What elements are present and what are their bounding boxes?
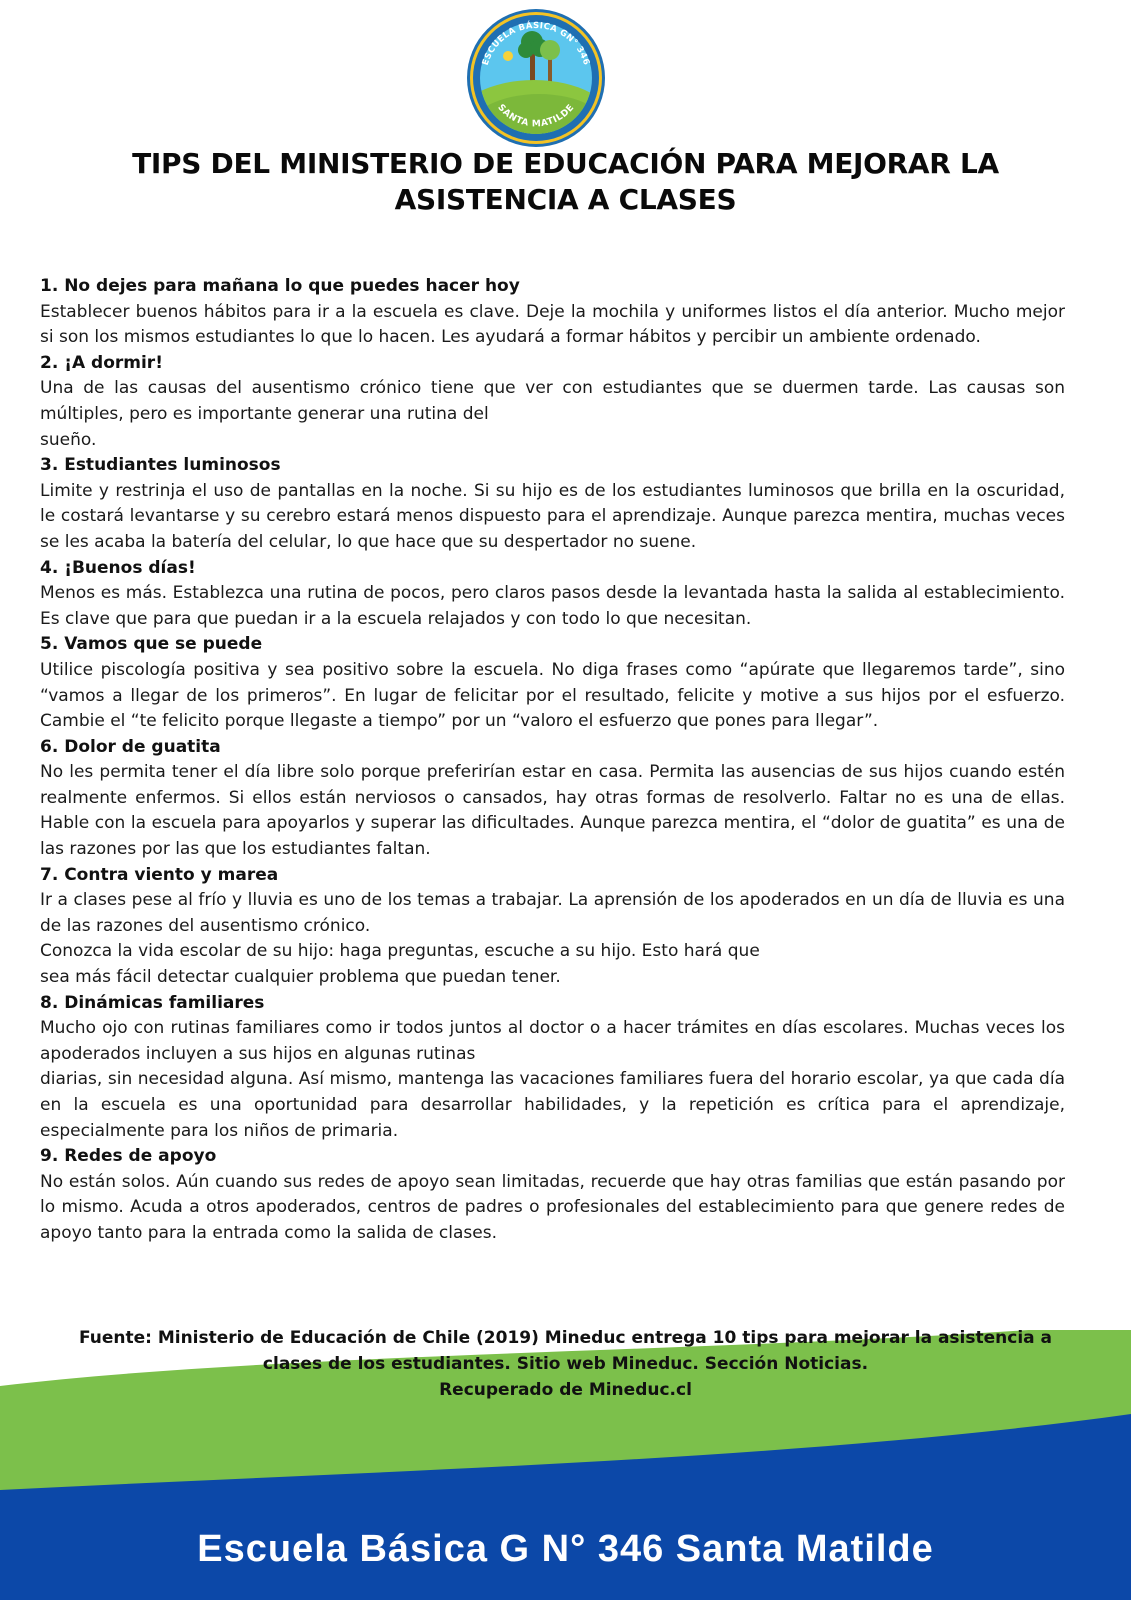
tip-heading: 8. Dinámicas familiares	[40, 992, 265, 1013]
source-line: Fuente: Ministerio de Educación de Chile (2019) Mineduc entrega 10 tips para mejorar la asistencia a	[78, 1328, 1053, 1348]
tip-item	[40, 735, 1065, 863]
logo-top-text: ESCUELA BÁSICA GN° 346	[480, 20, 592, 67]
tip-item	[40, 991, 1065, 1145]
tip-heading: 6. Dolor de guatita	[40, 736, 221, 757]
tip-paragraph: sueño.	[40, 429, 97, 450]
tip-item	[40, 556, 1065, 633]
tip-paragraph: Conozca la vida escolar de su hijo: haga preguntas, escuche a su hijo. Esto hará que	[40, 941, 760, 962]
tip-paragraph: Ir a clases pese al frío y lluvia es uno de los temas a trabajar. La aprensión de los apoderados en un día de lluvia es una de las razones del ausentismo crónico.	[40, 890, 1065, 936]
source-line: clases de los estudiantes. Sitio web Mineduc. Sección Noticias.	[262, 1354, 869, 1374]
tip-paragraph: Establecer buenos hábitos para ir a la escuela es clave. Deje la mochila y uniformes listos el día anterior. Mucho mejor si son los mismos estudiantes lo que lo hacen. Les ayudará a formar hábitos y percibir un ambiente ordenado.	[40, 301, 1065, 348]
tip-paragraph: diarias, sin necesidad alguna. Así mismo, mantenga las vacaciones familiares fuera del horario escolar, ya que cada día en la escuela es una oportunidad para desarrollar habilidades, y la repetición es crítica para el aprendizaje, especialmente para los niños de primaria.	[40, 1069, 1065, 1141]
tip-paragraph: No están solos. Aún cuando sus redes de apoyo sean limitadas, recuerde que hay otras familias que están pasando por lo mismo. Acuda a otros apoderados, centros de padres o profesionales del establecimiento para que genere redes de apoyo tanto para la entrada como la salida de clases.	[40, 1171, 1065, 1243]
tip-paragraph: sea más fácil detectar cualquier problema que puedan tener.	[40, 967, 561, 988]
tip-item	[40, 453, 1065, 555]
logo-bottom-text: SANTA MATILDE	[495, 102, 577, 130]
tip-heading: 2. ¡A dormir!	[40, 352, 163, 373]
tip-item	[40, 1144, 1065, 1246]
tip-item	[40, 632, 1065, 734]
tip-heading: 4. ¡Buenos días!	[40, 557, 196, 578]
tip-item	[40, 863, 1065, 991]
tip-item	[40, 274, 1065, 351]
tip-heading: 5. Vamos que se puede	[40, 634, 263, 655]
tip-heading: 1. No dejes para mañana lo que puedes hacer hoy	[40, 276, 520, 296]
tip-paragraph: Mucho ojo con rutinas familiares como ir todos juntos al doctor o a hacer trámites en días escolares. Muchas veces los apoderados incluyen a sus hijos en algunas rutinas	[40, 1018, 1065, 1064]
document-title: TIPS DEL MINISTERIO DE EDUCACIÓN PARA MEJORAR LA ASISTENCIA A CLASES	[132, 147, 999, 216]
footer-school-name: Escuela Básica G N° 346 Santa Matilde	[197, 1528, 934, 1570]
source-citation	[40, 1325, 1091, 1403]
tip-heading: 3. Estudiantes luminosos	[40, 455, 281, 476]
tip-heading: 7. Contra viento y marea	[40, 864, 279, 885]
tip-paragraph: Menos es más. Establezca una rutina de pocos, pero claros pasos desde la levantada hasta la salida al establecimiento. Es clave que para que puedan ir a la escuela relajados y con todo lo que necesitan.	[40, 583, 1065, 629]
school-logo	[464, 6, 608, 150]
tip-paragraph: Una de las causas del ausentismo crónico tiene que ver con estudiantes que se duermen tarde. Las causas son múltiples, pero es importante generar una rutina del	[40, 378, 1065, 424]
tip-paragraph: No les permita tener el día libre solo porque preferirían estar en casa. Permita las ausencias de sus hijos cuando estén realmente enfermos. Si ellos están nerviosos o cansados, hay otras formas de resolverlo. Faltar no es una de ellas. Hable con la escuela para apoyarlos y superar las dificultades. Aunque parezca mentira, el “dolor de guatita” es una de las razones por las que los estudiantes faltan.	[40, 762, 1065, 860]
tips-list	[40, 274, 1065, 1247]
tip-paragraph: Utilice piscología positiva y sea positivo sobre la escuela. No diga frases como “apúrate que llegaremos tarde”, sino “vamos a llegar de los primeros”. En lugar de felicitar por el resultado, felicite y motive a sus hijos por el esfuerzo. Cambie el “te felicito porque llegaste a tiempo” por un “valoro el esfuerzo que pones para llegar”.	[40, 659, 1065, 732]
tip-paragraph: Limite y restrinja el uso de pantallas en la noche. Si su hijo es de los estudiantes luminosos que brilla en la oscuridad, le costará levantarse y su cerebro estará menos dispuesto para el aprendizaje. Aunque parezca mentira, muchas veces se les acaba la batería del celular, lo que hace que su despertador no suene.	[40, 480, 1065, 552]
tip-item	[40, 351, 1065, 453]
tip-heading: 9. Redes de apoyo	[40, 1146, 217, 1167]
source-line: Recuperado de Mineduc.cl	[439, 1380, 692, 1400]
